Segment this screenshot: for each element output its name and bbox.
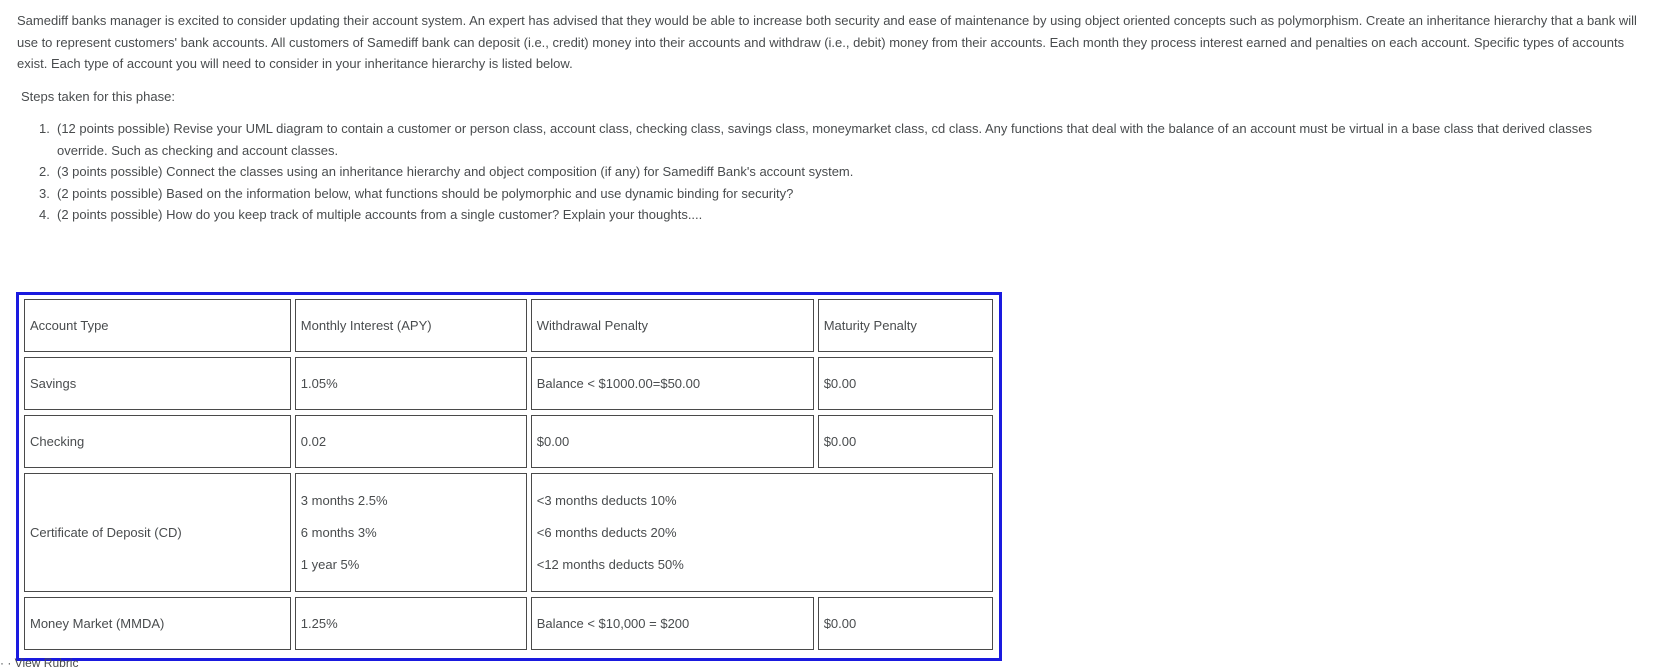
cd-penalty-line: <6 months deducts 20%	[536, 524, 677, 540]
header-maturity-penalty: Maturity Penalty	[818, 299, 993, 352]
cd-penalty-line: <12 months deducts 50%	[536, 556, 684, 572]
step-item	[39, 183, 1639, 205]
step-number: 2.	[39, 164, 50, 179]
header-account-type: Account Type	[24, 299, 291, 352]
header-monthly-interest: Monthly Interest (APY)	[295, 299, 527, 352]
step-text: (2 points possible) Based on the information below, what functions should be polymorphic and use dynamic binding for security?	[57, 185, 794, 201]
cell-maturity-penalty: $0.00	[818, 357, 993, 410]
link-bullet-icon: · ·	[0, 656, 15, 667]
table-row-mmda	[24, 597, 993, 650]
cell-withdrawal-penalty: $0.00	[531, 415, 814, 468]
cell-interest: 1.25%	[295, 597, 527, 650]
cell-account-type: Savings	[24, 357, 291, 410]
cell-account-type: Money Market (MMDA)	[24, 597, 291, 650]
cell-withdrawal-penalty: Balance < $1000.00=$50.00	[531, 357, 814, 410]
table-row-savings	[24, 357, 993, 410]
cell-maturity-penalty: $0.00	[818, 597, 993, 650]
steps-list	[17, 118, 1639, 226]
cell-interest: 0.02	[295, 415, 527, 468]
step-item	[39, 118, 1639, 161]
table-row-checking	[24, 415, 993, 468]
header-withdrawal-penalty: Withdrawal Penalty	[531, 299, 814, 352]
cd-interest-line: 3 months 2.5%	[300, 492, 388, 508]
cell-account-type: Checking	[24, 415, 291, 468]
cell-interest: 1.05%	[295, 357, 527, 410]
intro-paragraph: Samediff banks manager is excited to consider updating their account system. An expert has advised that they would be able to increase both security and ease of maintenance by using object oriented concepts such as polymorphism. Create an inheritance hierarchy that a bank will use to represent customers' bank accounts. All customers of Samediff bank can deposit (i.e., credit) money into their accounts and withdraw (i.e., debit) money from their accounts. Each month they process interest earned and penalties on each account. Specific types of accounts exist. Each type of account you will need to consider in your inheritance hierarchy is listed below.	[17, 13, 1637, 71]
account-types-table	[20, 294, 997, 655]
cell-maturity-penalty: $0.00	[818, 415, 993, 468]
cd-penalty-line: <3 months deducts 10%	[536, 492, 677, 508]
step-item	[39, 161, 1639, 183]
step-number: 1.	[39, 121, 50, 136]
account-table-frame	[16, 292, 1002, 661]
view-rubric-link[interactable]	[0, 656, 78, 667]
view-rubric-label[interactable]: View Rubric	[14, 656, 79, 667]
cell-withdrawal-penalty	[531, 473, 993, 592]
table-row-cd	[24, 473, 993, 592]
step-number: 3.	[39, 185, 50, 201]
step-number: 4.	[39, 207, 50, 222]
step-item	[39, 204, 1639, 226]
step-text: (2 points possible) How do you keep track of multiple accounts from a single customer? Explain your thoughts....	[57, 207, 703, 222]
cd-interest-line: 6 months 3%	[300, 524, 377, 540]
cell-withdrawal-penalty: Balance < $10,000 = $200	[531, 597, 814, 650]
cell-account-type: Certificate of Deposit (CD)	[24, 473, 291, 592]
cell-interest	[295, 473, 527, 592]
step-text: (3 points possible) Connect the classes using an inheritance hierarchy and object composition (if any) for Samediff Bank's account system.	[57, 164, 854, 179]
steps-heading: Steps taken for this phase:	[21, 89, 175, 104]
cd-interest-line: 1 year 5%	[300, 556, 360, 572]
step-text: (12 points possible) Revise your UML diagram to contain a customer or person class, account class, checking class, savings class, moneymarket class, cd class. Any functions that deal with the balance of an account must be virtual in a base class that derived classes override. Such as checking and account classes.	[57, 121, 1592, 158]
table-header-row	[24, 299, 993, 352]
